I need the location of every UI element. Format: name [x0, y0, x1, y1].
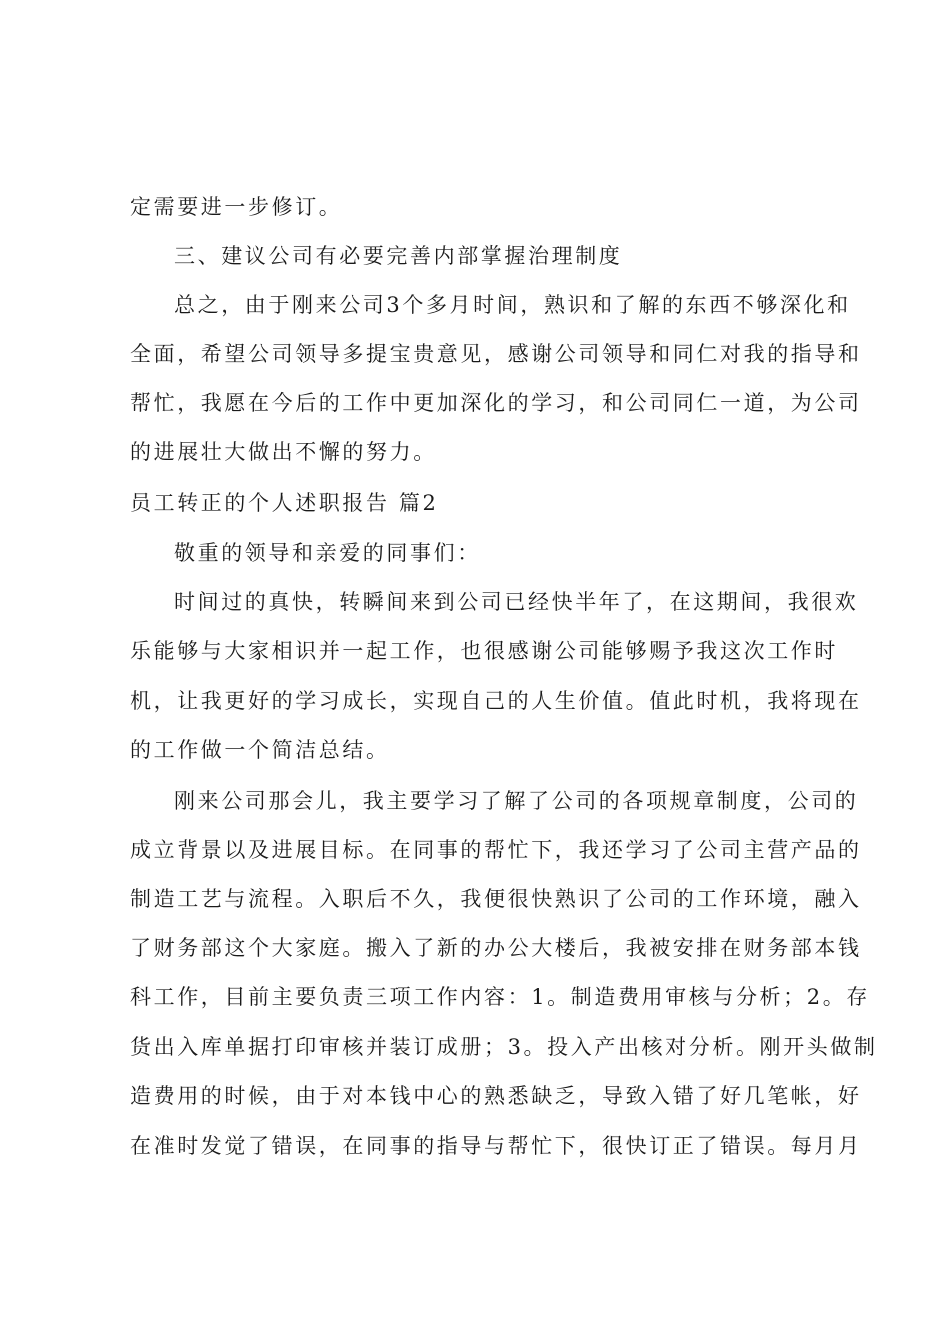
paragraph-line: 的进展壮大做出不懈的努力。	[130, 440, 437, 464]
paragraph-line: 刚来公司那会儿，我主要学习了解了公司的各项规章制度，公司的	[174, 789, 859, 813]
paragraph-line: 货出入库单据打印审核并装订成册；3。投入产出核对分析。刚开头做制	[130, 1035, 878, 1059]
paragraph-line: 成立背景以及进展目标。在同事的帮忙下，我还学习了公司主营产品的	[130, 838, 862, 862]
paragraph-line: 造费用的时候，由于对本钱中心的熟悉缺乏，导致入错了好几笔帐，好	[130, 1084, 862, 1108]
paragraph-line: 乐能够与大家相识并一起工作，也很感谢公司能够赐予我这次工作时	[130, 639, 838, 663]
paragraph-line: 在准时发觉了错误，在同事的指导与帮忙下，很快订正了错误。每月月	[130, 1134, 862, 1158]
paragraph-line: 全面，希望公司领导多提宝贵意见，感谢公司领导和同仁对我的指导和	[130, 342, 862, 366]
paragraph-line: 的工作做一个简洁总结。	[130, 738, 390, 762]
paragraph-line: 制造工艺与流程。入职后不久，我便很快熟识了公司的工作环境，融入	[130, 887, 862, 911]
paragraph-line: 科工作，目前主要负责三项工作内容：1。制造费用审核与分析；2。存	[130, 985, 870, 1009]
paragraph-line: 了财务部这个大家庭。搬入了新的办公大楼后，我被安排在财务部本钱	[130, 936, 862, 960]
paragraph-line: 机，让我更好的学习成长，实现自己的人生价值。值此时机，我将现在	[130, 689, 862, 713]
paragraph-line: 时间过的真快，转瞬间来到公司已经快半年了，在这期间，我很欢	[174, 590, 859, 614]
report-title: 员工转正的个人述职报告 篇2	[130, 491, 439, 515]
paragraph-line: 总之，由于刚来公司3个多月时间，熟识和了解的东西不够深化和	[174, 293, 851, 317]
section-heading: 三、建议公司有必要完善内部掌握治理制度	[174, 244, 623, 268]
salutation: 敬重的领导和亲爱的同事们：	[174, 541, 481, 565]
paragraph-line: 帮忙，我愿在今后的工作中更加深化的学习，和公司同仁一道，为公司	[130, 391, 862, 415]
paragraph-line: 定需要进一步修订。	[130, 195, 343, 219]
